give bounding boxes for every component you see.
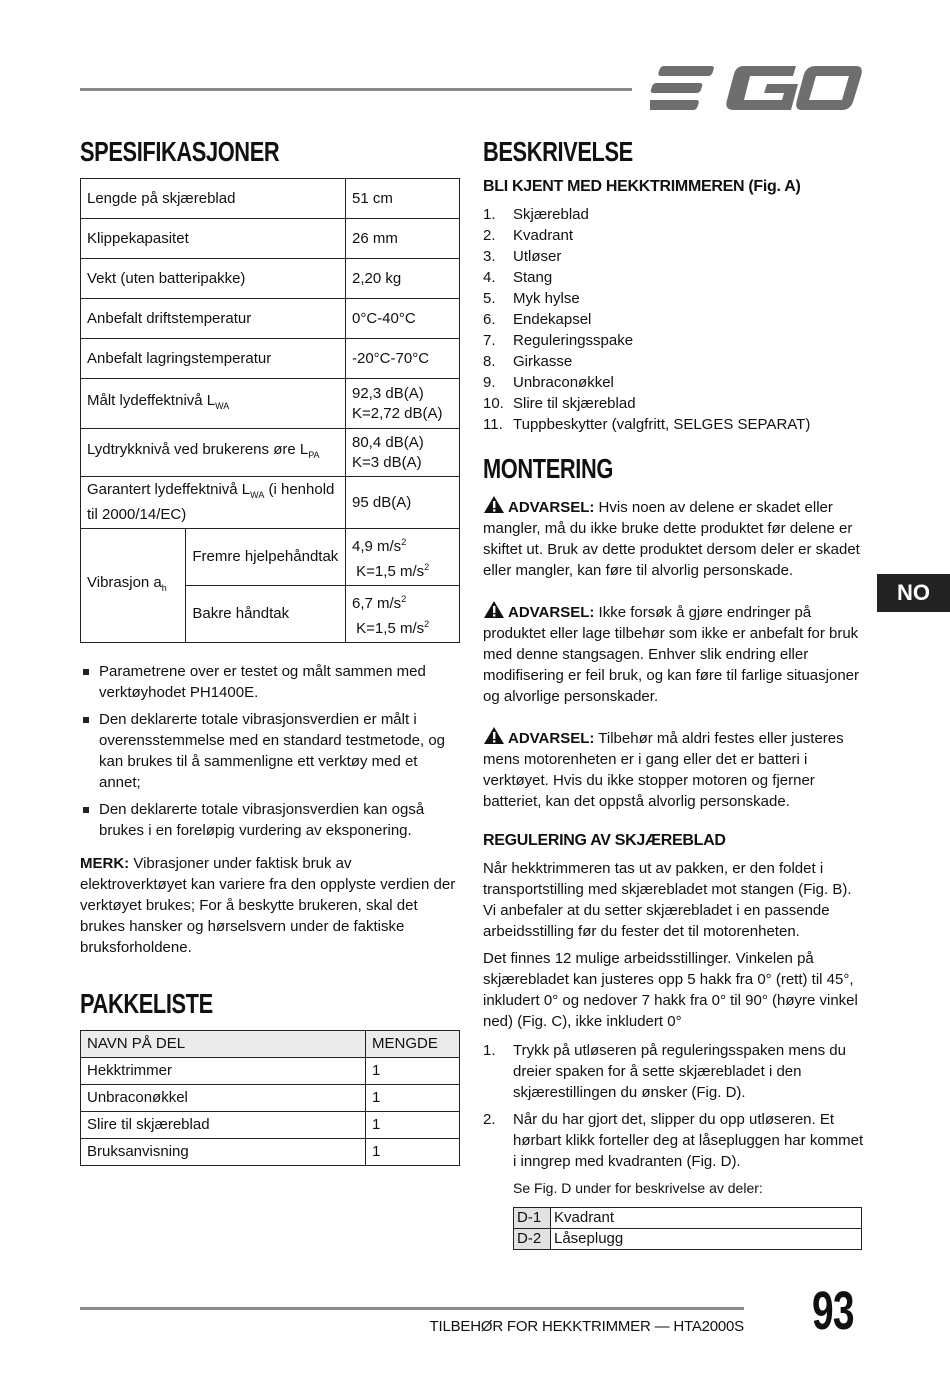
col-name-header: NAVN PÅ DEL bbox=[81, 1031, 366, 1058]
vibration-front-value: 4,9 $m/s^2$ K=1,5 $m/s^2$ bbox=[346, 529, 460, 586]
footer-text: TILBEHØR FOR HEKKTRIMMER — HTA2000S bbox=[429, 1318, 744, 1335]
ego-logo bbox=[650, 62, 862, 114]
specs-title: SPESIFIKASJONER bbox=[80, 136, 280, 167]
table-row bbox=[81, 259, 460, 299]
part-name: Låseplugg bbox=[551, 1229, 862, 1250]
spec-label: Vekt (uten batteripakke) bbox=[81, 259, 346, 299]
list-item: 2. Når du har gjort det, slipper du opp utløseren. Et hørbart klikk forteller deg at låsepluggen har kommet i inngrep med kvadranten (Fig. D). bbox=[483, 1111, 864, 1170]
list-item: Parametrene over er testet og målt sammen med verktøyhodet PH1400E. bbox=[80, 661, 462, 703]
vibration-rear-label: Bakre håndtak bbox=[186, 586, 346, 643]
note-label: MERK: bbox=[80, 855, 130, 872]
table-row bbox=[81, 529, 460, 586]
package-title: PAKKELISTE bbox=[80, 988, 213, 1019]
spec-value: 51 cm bbox=[346, 179, 460, 219]
spec-value: -20°C-70°C bbox=[346, 339, 460, 379]
table-row bbox=[514, 1229, 862, 1250]
part-name: Bruksanvisning bbox=[81, 1139, 366, 1166]
language-tab: NO bbox=[877, 574, 950, 612]
spec-label: Lengde på skjæreblad bbox=[81, 179, 346, 219]
part-name: Hekktrimmer bbox=[81, 1058, 366, 1085]
fig-d-parts-table bbox=[513, 1207, 862, 1250]
table-row bbox=[81, 1112, 460, 1139]
part-qty: 1 bbox=[366, 1112, 460, 1139]
vibration-label: Vibrasjon $a_h$ bbox=[81, 529, 186, 643]
warning-triangle-icon bbox=[483, 726, 505, 745]
package-table bbox=[80, 1030, 460, 1166]
spec-label: Målt lydeffektnivå $L_{WA}$ bbox=[81, 379, 346, 429]
parts-list bbox=[483, 204, 865, 435]
part-name: Kvadrant bbox=[551, 1208, 862, 1229]
footer-rule bbox=[80, 1307, 744, 1310]
spec-value: 26 mm bbox=[346, 219, 460, 259]
list-item: Den deklarerte totale vibrasjonsverdien kan også brukes i en foreløpig vurdering av eksponering. bbox=[80, 799, 462, 841]
vibration-front-label: Fremre hjelpehåndtak bbox=[186, 529, 346, 586]
list-item: Den deklarerte totale vibrasjonsverdien er målt i overensstemmelse med en standard testmetode, og kan brukes til å sammenligne ett verktøy med et annet; bbox=[80, 709, 462, 793]
warning-triangle-icon bbox=[483, 495, 505, 514]
spec-label: Garantert lydeffektnivå $L_{WA}$ (i henhold til 2000/14/EC) bbox=[81, 477, 346, 529]
part-code: D-1 bbox=[514, 1208, 551, 1229]
part-qty: 1 bbox=[366, 1085, 460, 1112]
right-column bbox=[483, 134, 865, 1250]
table-row bbox=[81, 429, 460, 477]
specs-bullets bbox=[80, 661, 462, 841]
warning-paragraph: ADVARSEL: Ikke forsøk å gjøre endringer på produktet eller lage tilbehør som ikke er anbefalt for bruk med denne stangsagen. Enhver slik endring eller modifisering er feil bruk, og kan føre til farlige situasjoner og alvorlige personskader. bbox=[483, 600, 865, 707]
list-item: 9. Unbraconøkkel bbox=[483, 374, 614, 391]
list-item: 7. Reguleringsspake bbox=[483, 332, 634, 349]
warning-paragraph: ADVARSEL: Hvis noen av delene er skadet eller mangler, må du ikke bruke dette produktet før delene er skiftet ut. Bruk av dette produktet dersom deler er skadet eller mangler, kan føre til alvorlig personskade. bbox=[483, 495, 865, 581]
list-item: 6. Endekapsel bbox=[483, 311, 592, 328]
list-item: 11. Tuppbeskytter (valgfritt, SELGES SEPARAT) bbox=[483, 416, 811, 433]
list-item: 8. Girkasse bbox=[483, 353, 573, 370]
part-code: D-2 bbox=[514, 1229, 551, 1250]
spec-value: 92,3 dB(A) K=2,72 dB(A) bbox=[346, 379, 460, 429]
spec-value: 2,20 kg bbox=[346, 259, 460, 299]
adjust-title: REGULERING AV SKJÆREBLAD bbox=[483, 832, 726, 849]
warning-paragraph: ADVARSEL: Tilbehør må aldri festes eller justeres mens motorenheten er i gang eller det er batteri i verktøyet. Hvis du ikke stopper motoren og fjerner batteriet, kan det oppstå alvorlig personskade. bbox=[483, 726, 865, 812]
list-item: 3. Utløser bbox=[483, 248, 562, 265]
spec-value: 0°C-40°C bbox=[346, 299, 460, 339]
table-row bbox=[81, 1058, 460, 1085]
table-row bbox=[81, 179, 460, 219]
list-item: 1. Skjæreblad bbox=[483, 206, 589, 223]
list-item: 10. Slire til skjæreblad bbox=[483, 395, 636, 412]
adjust-paragraph: Det finnes 12 mulige arbeidsstillinger. Vinkelen på skjærebladet kan justeres opp 5 hakk fra 0° (rett) til 45°, inkludert 0° og nedover 7 hakk fra 0° til 90° (høyre vinkel ned) (Fig. C), ikke inkludert 0° bbox=[483, 950, 858, 1030]
spec-label: Lydtrykknivå ved brukerens øre $L_{PA}$ bbox=[81, 429, 346, 477]
vibration-rear-value: 6,7 $m/s^2$ K=1,5 $m/s^2$ bbox=[346, 586, 460, 643]
list-item: 5. Myk hylse bbox=[483, 290, 580, 307]
warning-triangle-icon bbox=[483, 600, 505, 619]
page-number: 93 bbox=[812, 1281, 854, 1341]
table-row bbox=[81, 339, 460, 379]
specs-table bbox=[80, 178, 460, 643]
table-row bbox=[81, 1085, 460, 1112]
adjust-paragraph: Når hekktrimmeren tas ut av pakken, er den foldet i transportstilling med skjærebladet mot stangen (Fig. B). Vi anbefaler at du setter skjærebladet i en passende arbeidsstilling før du fester det til motorenheten. bbox=[483, 860, 852, 940]
table-row bbox=[81, 379, 460, 429]
spec-label: Klippekapasitet bbox=[81, 219, 346, 259]
table-row bbox=[514, 1208, 862, 1229]
spec-label: Anbefalt driftstemperatur bbox=[81, 299, 346, 339]
part-qty: 1 bbox=[366, 1058, 460, 1085]
steps-list bbox=[483, 1040, 865, 1172]
table-row bbox=[81, 1139, 460, 1166]
part-name: Slire til skjæreblad bbox=[81, 1112, 366, 1139]
table-row bbox=[81, 477, 460, 529]
list-item: 2. Kvadrant bbox=[483, 227, 574, 244]
header-rule bbox=[80, 88, 632, 91]
description-subtitle: BLI KJENT MED HEKKTRIMMEREN (Fig. A) bbox=[483, 178, 801, 195]
note-paragraph: MERK: Vibrasjoner under faktisk bruk av elektroverktøyet kan variere fra den opplyste verdien der verktøyet brukes; For å beskytte brukeren, skal det brukes hansker og hørselsvern under de faktiske bruksforholdene. bbox=[80, 855, 456, 956]
see-fig-text: Se Fig. D under for beskrivelse av deler: bbox=[513, 1180, 763, 1196]
table-row bbox=[81, 219, 460, 259]
spec-label: Anbefalt lagringstemperatur bbox=[81, 339, 346, 379]
description-title: BESKRIVELSE bbox=[483, 136, 633, 167]
col-qty-header: MENGDE bbox=[366, 1031, 460, 1058]
left-column bbox=[80, 134, 462, 1166]
assembly-title: MONTERING bbox=[483, 453, 613, 484]
spec-value: 80,4 dB(A) K=3 dB(A) bbox=[346, 429, 460, 477]
part-qty: 1 bbox=[366, 1139, 460, 1166]
list-item: 1. Trykk på utløseren på reguleringsspaken mens du dreier spaken for å sette skjærebladet i den skjærestillingen du ønsker (Fig. D). bbox=[483, 1042, 846, 1101]
table-row bbox=[81, 299, 460, 339]
spec-value: 95 dB(A) bbox=[346, 477, 460, 529]
list-item: 4. Stang bbox=[483, 269, 553, 286]
part-name: Unbraconøkkel bbox=[81, 1085, 366, 1112]
table-header-row bbox=[81, 1031, 460, 1058]
